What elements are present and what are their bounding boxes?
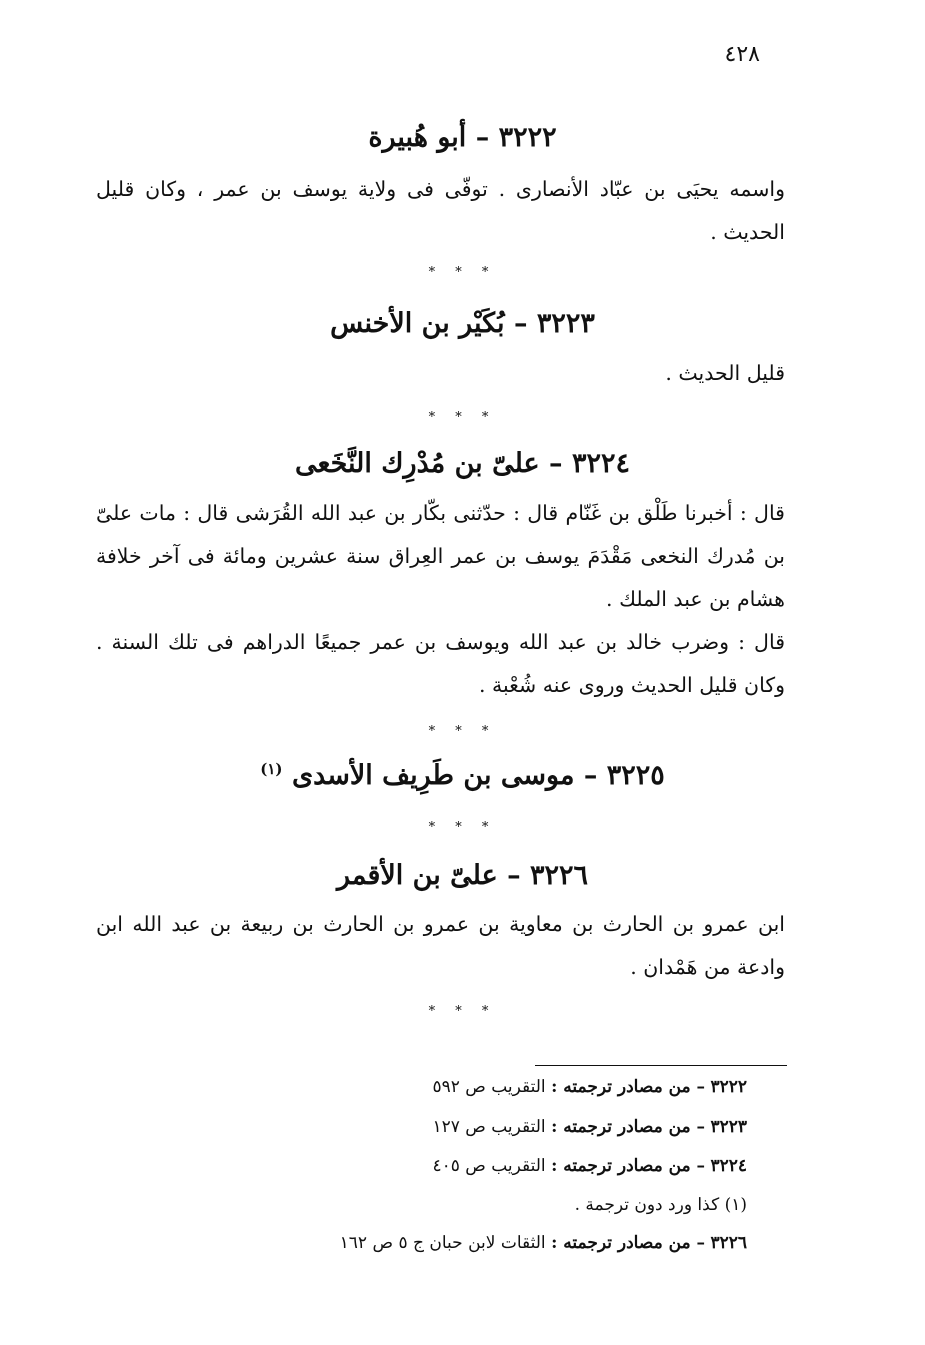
footnote-text: الثقات لابن حبان ج ٥ ص ١٦٢ xyxy=(339,1233,546,1253)
page-number: ٤٢٨ xyxy=(724,42,760,67)
entry-body-3222: واسمه يحيَى بن عبّاد الأنصارى . توفّى فى ولاية يوسف بن عمر ، وكان قليل الحديث . xyxy=(96,177,785,244)
separator: * * * xyxy=(428,410,497,425)
entry-title-3225 xyxy=(0,760,925,791)
entry-title-3224: ٣٢٢٤ – علىّ بن مُدْرِك النَّخَعى xyxy=(295,448,630,479)
footnote-3222 xyxy=(432,1077,747,1097)
footnote-marker: (١) xyxy=(260,760,283,778)
footnote-text: كذا ورد دون ترجمة . xyxy=(574,1195,720,1215)
footnote-number: (١) xyxy=(724,1195,747,1215)
footnote-rule xyxy=(535,1065,787,1066)
footnote-number: ٣٢٢٢ xyxy=(710,1077,747,1097)
footnote-label: – من مصادر ترجمته : xyxy=(551,1156,706,1176)
entry-body-3223: قليل الحديث . xyxy=(665,361,785,385)
entry-title-3222: ٣٢٢٢ – أبو هُبيرة xyxy=(368,122,557,153)
entry-title-3226: ٣٢٢٦ – علىّ بن الأقمر xyxy=(336,860,589,891)
entry-title-3223: ٣٢٢٣ – بُكَيْر بن الأخنس xyxy=(330,308,595,339)
footnote-label: – من مصادر ترجمته : xyxy=(551,1077,706,1097)
footnote-label: – من مصادر ترجمته : xyxy=(551,1117,706,1137)
separator: * * * xyxy=(428,1004,497,1019)
footnote-text: التقريب ص ١٢٧ xyxy=(432,1117,546,1137)
entry-body2-3224: قال : وضرب خالد بن عبد الله ويوسف بن عمر جميعًا الدراهم فى تلك السنة . وكان قليل الحديث وروى عنه شُعْبة . xyxy=(96,630,785,697)
footnote-number: ٣٢٢٦ xyxy=(710,1233,747,1253)
footnote-3224 xyxy=(432,1156,747,1176)
footnote-number: ٣٢٢٣ xyxy=(710,1117,747,1137)
separator: * * * xyxy=(428,820,497,835)
footnote-number: ٣٢٢٤ xyxy=(710,1156,747,1176)
entry-body-3224: قال : أخبرنا طَلْق بن غَنّام قال : حدّثنى بكّار بن عبد الله القُرَشى قال : مات علىّ بن مُدرك النخعى مَقْدَمَ يوسف بن عمر العِراق سنة عشرين ومائة فى آخر خلافة هشام بن عبد الملك . xyxy=(96,501,785,611)
footnote-text: التقريب ص ٥٩٢ xyxy=(432,1077,546,1097)
separator: * * * xyxy=(428,724,497,739)
separator: * * * xyxy=(428,265,497,280)
footnote-3226 xyxy=(340,1233,747,1253)
footnote-note-1 xyxy=(575,1195,747,1215)
entry-title-text-3225: ٣٢٢٥ – موسى بن طَرِيف الأسدى xyxy=(291,760,665,791)
footnote-3223 xyxy=(432,1117,747,1137)
entry-body-3226: ابن عمرو بن الحارث بن معاوية بن عمرو بن الحارث بن ربيعة بن عبد الله ابن وادعة من هَمْدان . xyxy=(96,912,785,979)
footnote-text: التقريب ص ٤٠٥ xyxy=(432,1156,546,1176)
footnote-label: – من مصادر ترجمته : xyxy=(551,1233,706,1253)
